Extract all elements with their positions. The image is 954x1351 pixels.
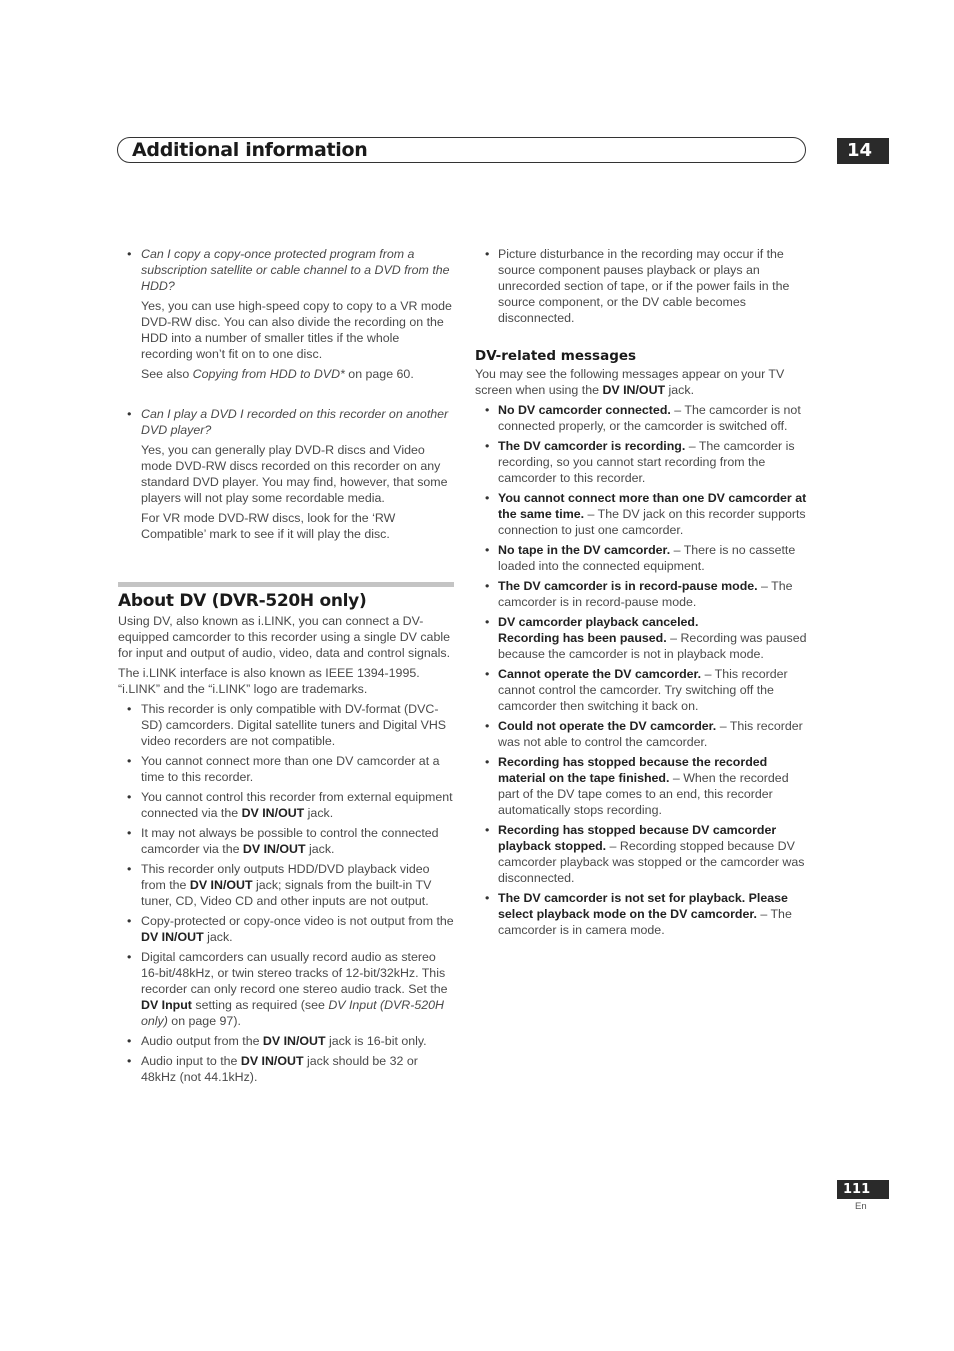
message-item: • Could not operate the DV camcorder. – This recorder was not able to control the camcorder. — [475, 718, 811, 750]
list-item: • You cannot connect more than one DV camcorder at a time to this recorder. — [118, 753, 454, 785]
list-item: • You cannot control this recorder from external equipment connected via the DV IN/OUT jack. — [118, 789, 454, 821]
chapter-title: Additional information — [132, 139, 368, 161]
faq-answer: Yes, you can use high-speed copy to copy to a VR mode DVD-RW disc. You can also divide the recording on the HDD into a number of smaller titles if the whole recording won’t fit on to one disc. — [141, 299, 452, 361]
list-item: • It may not always be possible to control the connected camcorder via the DV IN/OUT jack. — [118, 825, 454, 857]
list-item: • Picture disturbance in the recording may occur if the source component pauses playback or plays an unrecorded section of tape, or if the power fails in the source component, or the DV cable becomes disconnected. — [475, 246, 811, 326]
message-item: • Recording has stopped because the recorded material on the tape finished. – When the recorded part of the DV tape comes to an end, this recorder automatically stops recording. — [475, 754, 811, 818]
subsection-intro: You may see the following messages appear on your TV screen when using the DV IN/OUT jack. — [475, 367, 785, 397]
section-intro: The i.LINK interface is also known as IEEE 1394-1995. “i.LINK” and the “i.LINK” logo are trademarks. — [118, 666, 420, 696]
message-item: • DV camcorder playback canceled. Recording has been paused. – Recording was paused because the camcorder is not in playback mode. — [475, 614, 811, 662]
right-column — [475, 246, 811, 938]
faq-question: • Can I copy a copy-once protected program from a subscription satellite or cable channel to a DVD from the HDD? — [118, 246, 454, 294]
list-item: • This recorder is only compatible with DV-format (DVC-SD) camcorders. Digital satellite tuners and Digital VHS video recorders are not compatible. — [118, 701, 454, 749]
section-title: About DV (DVR-520H only) — [118, 591, 367, 611]
message-item: • No DV camcorder connected. – The camcorder is not connected properly, or the camcorder is switched off. — [475, 402, 811, 434]
message-item: • The DV camcorder is not set for playback. Please select playback mode on the DV camcorder. – The camcorder is in camera mode. — [475, 890, 811, 938]
faq-answer: Yes, you can generally play DVD-R discs and Video mode DVD-RW discs recorded on this recorder on any standard DVD player. You may find, however, that some players will not play some recordable media. — [141, 443, 448, 505]
list-item: • Digital camcorders can usually record audio as stereo 16-bit/48kHz, or twin stereo tracks of 12-bit/32kHz. This recorder can only record one stereo audio track. Set the DV Input setting as required (see DV Input (DVR-520H only) on page 97). — [118, 949, 454, 1029]
page-number: 111 — [837, 1180, 889, 1199]
message-item: • No tape in the DV camcorder. – There is no cassette loaded into the connected equipment. — [475, 542, 811, 574]
faq-see-also: See also Copying from HDD to DVD* on page 60. — [141, 367, 414, 381]
list-item: • This recorder only outputs HDD/DVD playback video from the DV IN/OUT jack; signals from the built-in TV tuner, CD, Video CD and other inputs are not output. — [118, 861, 454, 909]
section-rule — [118, 582, 454, 587]
chapter-number: 14 — [837, 138, 889, 164]
left-column — [118, 246, 454, 1085]
list-item: • Audio output from the DV IN/OUT jack is 16-bit only. — [118, 1033, 454, 1049]
section-intro: Using DV, also known as i.LINK, you can connect a DV-equipped camcorder to this recorder using a single DV cable for input and output of audio, video, data and control signals. — [118, 614, 451, 660]
message-item: • Recording has stopped because DV camcorder playback stopped. – Recording stopped because DV camcorder playback was stopped or the camcorder was disconnected. — [475, 822, 811, 886]
list-item: • Audio input to the DV IN/OUT jack should be 32 or 48kHz (not 44.1kHz). — [118, 1053, 454, 1085]
message-item: • Cannot operate the DV camcorder. – This recorder cannot control the camcorder. Try switching off the camcorder then switching it back on. — [475, 666, 811, 714]
subsection-title: DV-related messages — [475, 348, 637, 364]
message-item: • You cannot connect more than one DV camcorder at the same time. – The DV jack on this recorder supports connection to just one camcorder. — [475, 490, 811, 538]
chapter-header-bar — [117, 137, 806, 163]
message-item: • The DV camcorder is in record-pause mode. – The camcorder is in record-pause mode. — [475, 578, 811, 610]
page-language: En — [855, 1201, 867, 1212]
list-item: • Copy-protected or copy-once video is not output from the DV IN/OUT jack. — [118, 913, 454, 945]
message-item: • The DV camcorder is recording. – The camcorder is recording, so you cannot start recording from the camcorder to this recorder. — [475, 438, 811, 486]
faq-note: For VR mode DVD-RW discs, look for the ‘RW Compatible’ mark to see if it will play the disc. — [141, 511, 396, 541]
faq-question: • Can I play a DVD I recorded on this recorder on another DVD player? — [118, 406, 454, 438]
